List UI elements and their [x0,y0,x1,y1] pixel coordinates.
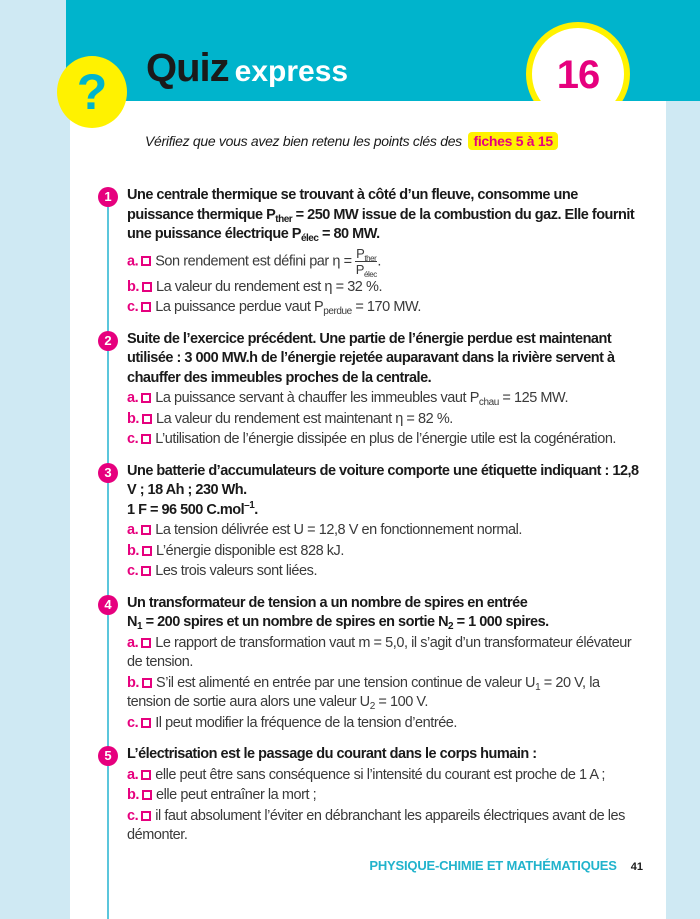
answer-option-b[interactable] [127,410,643,430]
footer [98,858,643,873]
fraction [355,246,377,277]
question-item [98,330,643,450]
question-list [98,186,643,846]
text-segment: 1 F = 96 500 C.mol [127,501,245,518]
option-label: c. [127,714,139,731]
text-segment: = 100 V. [374,694,428,710]
text-segment: La puissance perdue vaut P [155,299,324,315]
checkbox[interactable] [141,718,151,728]
answer-option-a[interactable] [127,246,643,277]
text-segment: = 1 000 spires. [453,614,549,630]
text-segment: = 170 MW. [351,299,421,315]
question-text [127,186,643,245]
option-label: b. [127,674,139,691]
content-flow [98,0,643,889]
denominator-symbol: P [355,261,364,277]
checkbox[interactable] [141,770,151,780]
question-number-badge: 1 [98,187,118,207]
fraction-numerator [355,246,377,262]
text-segment: L’énergie disponible est 828 kJ. [156,542,344,559]
option-label: c. [127,431,139,447]
text-segment: La valeur du rendement est maintenant η = 82 %. [156,410,453,427]
subscript: 2 [448,621,454,632]
text-segment: Un transformateur de tension a un nombre de spires en entrée [127,594,528,611]
answer-option-b[interactable] [127,542,643,562]
superscript: –1 [244,499,255,511]
answer-option-a[interactable] [127,389,643,409]
title-main: Quiz [146,46,229,90]
footer-subject: PHYSIQUE-CHIMIE ET MATHÉMATIQUES [369,857,617,873]
checkbox[interactable] [141,566,151,576]
subscript: ther [275,213,293,225]
checkbox[interactable] [142,546,152,556]
option-label: a. [127,522,139,538]
option-label: c. [127,807,139,824]
option-label: c. [127,563,139,579]
text-segment: La tension délivrée est U = 12,8 V en fonctionnement normal. [155,522,522,538]
answer-option-c[interactable] [127,298,643,318]
text-segment: elle peut entraîner la mort ; [156,787,317,803]
checkbox[interactable] [141,811,151,821]
numerator-subscript: ther [364,253,377,263]
question-item [98,462,643,582]
answer-option-a[interactable] [127,521,643,541]
quiz-number: 16 [556,53,600,97]
question-text [127,745,643,765]
denominator-subscript: élec [363,269,377,279]
question-number-badge: 3 [98,463,118,483]
question-number-badge: 4 [98,595,118,615]
text-segment: = 20 V, la tension de sortie aura alors une valeur U [127,674,600,710]
option-label: a. [127,252,139,269]
checkbox[interactable] [141,393,151,403]
answer-option-b[interactable] [127,674,643,713]
text-segment: Suite de l’exercice précédent. Une partie de l’énergie perdue est maintenant utilisée : 3 000 MW.h de l’énergie rejetée auparavant dans la rivière servent à chauffer des immeubles proches de la centrale. [127,330,615,386]
answer-option-b[interactable] [127,278,643,298]
checkbox[interactable] [142,790,152,800]
checkbox[interactable] [141,525,151,535]
subscript: chau [478,397,499,408]
question-item [98,745,643,846]
question-text [127,594,643,633]
text-segment: Son rendement est défini par η = [155,252,356,269]
page-number: 41 [630,860,643,873]
text-segment: . [377,252,381,269]
text-segment: il faut absolument l’éviter en débranchant les appareils électriques avant de les démonter. [127,807,625,843]
checkbox[interactable] [141,256,151,266]
checkbox[interactable] [141,302,151,312]
checkbox[interactable] [142,414,152,424]
subscript: 1 [535,681,541,693]
text-segment: Il peut modifier la fréquence de la tension d’entrée. [155,714,458,731]
question-item [98,186,643,318]
question-text [127,330,643,389]
answer-option-b[interactable] [127,786,643,806]
option-label: b. [127,278,139,295]
text-segment: = 80 MW. [318,226,380,242]
text-segment: Les trois valeurs sont liées. [155,563,318,579]
numerator-symbol: P [356,245,365,261]
answer-option-c[interactable] [127,714,643,734]
answer-option-c[interactable] [127,807,643,846]
text-segment: elle peut être sans conséquence si l’intensité du courant est proche de 1 A ; [155,766,606,783]
text-segment: = 200 spires et un nombre de spires en sortie N [142,614,449,630]
option-label: b. [127,787,139,803]
question-mark-icon: ? [57,56,127,128]
subscript: 2 [369,701,375,712]
checkbox[interactable] [142,282,152,292]
text-segment: = 125 MW. [498,390,569,406]
question-text [127,462,643,521]
text-segment: L’électrisation est le passage du courant dans le corps humain : [127,746,537,762]
subscript: élec [300,233,319,244]
option-label: a. [127,634,139,651]
option-label: b. [127,542,139,559]
answer-option-c[interactable] [127,430,643,450]
subscript: perdue [323,306,352,317]
answer-option-a[interactable] [127,634,643,673]
text-segment: La valeur du rendement est η = 32 %. [156,278,383,295]
text-segment: S’il est alimenté en entrée par une tension continue de valeur U [156,674,536,691]
text-segment: = 250 MW issue de la combustion du gaz. Elle fournit une puissance électrique P [127,206,635,242]
intro-sentence: Vérifiez que vous avez bien retenu les points clés des [145,133,462,149]
option-label: a. [127,766,139,783]
fiches-badge: fiches 5 à 15 [468,132,557,150]
question-number-badge: 5 [98,746,118,766]
option-label: b. [127,410,139,427]
answer-option-a[interactable] [127,766,643,786]
fraction-denominator [355,262,377,277]
text-segment: Le rapport de transformation vaut m = 5,0, il s’agit d’un transformateur élévateur de tension. [127,634,632,670]
checkbox[interactable] [141,638,151,648]
text-segment: N [127,614,137,630]
checkbox[interactable] [141,434,151,444]
subscript: 1 [136,621,143,632]
question-item [98,594,643,734]
option-label: c. [127,299,139,315]
text-segment: Une centrale thermique se trouvant à côté d’un fleuve, consomme une puissance thermique P [127,187,578,223]
option-label: a. [127,390,139,406]
answer-option-c[interactable] [127,562,643,582]
text-segment: L’utilisation de l’énergie dissipée en plus de l’énergie utile est la cogénération. [155,431,617,447]
text-segment: . [254,501,258,518]
title-sub: express [234,55,349,88]
question-number-badge: 2 [98,331,118,351]
checkbox[interactable] [142,678,152,688]
text-segment: La puissance servant à chauffer les immeubles vaut P [155,390,479,406]
text-segment: Une batterie d’accumulateurs de voiture comporte une étiquette indiquant : 12,8 V ; 18 Ah ; 230 Wh. [127,462,639,498]
